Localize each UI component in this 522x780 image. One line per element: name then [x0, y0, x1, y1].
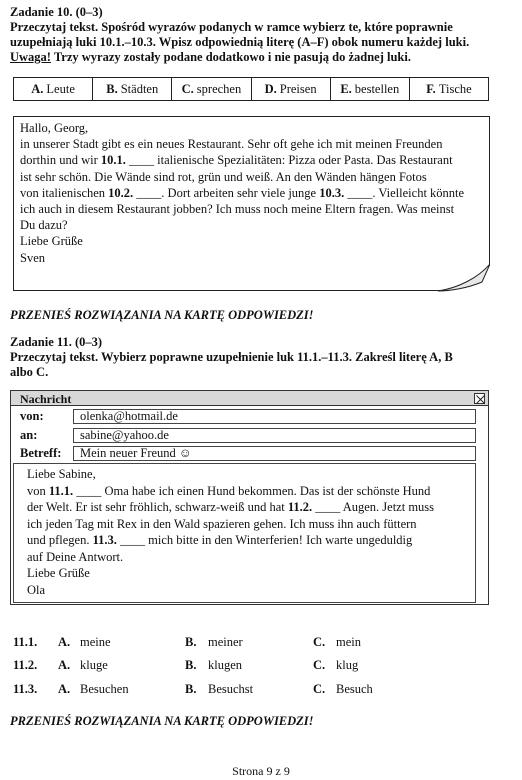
word-option-d: D. Preisen — [252, 78, 331, 100]
message-text — [27, 466, 470, 598]
gap-11-3: 11.3. — [92, 533, 117, 547]
to-field: sabine@yahoo.de — [73, 428, 476, 443]
gap-10-1: 10.1. — [100, 153, 126, 168]
option-b-letter[interactable]: B. — [185, 682, 197, 696]
word-option-a: A. Leute — [14, 78, 93, 100]
option-a-text: meine — [80, 635, 111, 649]
word-box — [13, 77, 489, 101]
gap-10-3: 10.3. — [319, 185, 345, 200]
option-b-text: Besuchst — [208, 682, 254, 696]
message-line: auf Deine Antwort. — [27, 549, 124, 564]
option-c-letter[interactable]: C. — [313, 635, 326, 649]
option-c-text: mein — [336, 635, 361, 649]
word-option-c: C. sprechen — [172, 78, 251, 100]
option-c-text: Besuch — [336, 682, 373, 696]
letter-line: in unserer Stadt gibt es ein neues Restaurant. Sehr oft gehe ich mit meinen Freunden — [20, 137, 443, 152]
subject-field: Mein neuer Freund ☺ — [73, 446, 476, 461]
warning-label: Uwaga! — [10, 50, 51, 64]
message-line: und pflegen. 11.3. ____ mich bitte in den Winterferien! Ich warte ungeduldig — [27, 533, 413, 547]
word-option-f: F. Tische — [426, 81, 472, 96]
option-c-letter[interactable]: C. — [313, 682, 326, 696]
option-c-text: klug — [336, 658, 359, 672]
letter-signature: Sven — [20, 250, 45, 265]
from-field: olenka@hotmail.de — [73, 409, 476, 424]
task11-transfer-note: PRZENIEŚ ROZWIĄZANIA NA KARTĘ ODPOWIEDZI! — [10, 714, 314, 728]
close-icon — [474, 393, 485, 404]
option-a-text: Besuchen — [80, 682, 129, 696]
message-closing: Liebe Grüße — [27, 566, 90, 580]
option-c-letter[interactable]: C. — [313, 658, 326, 672]
letter-line: Du dazu? — [20, 218, 68, 233]
task11-title: Zadanie 11. (0–3) — [10, 335, 103, 349]
gap-11-2: 11.2. — [287, 500, 313, 514]
option-a-letter[interactable]: A. — [58, 682, 71, 696]
option-b-text: meiner — [208, 635, 243, 649]
task11-instruction-line1: Przeczytaj tekst. Wybierz poprawne uzupełnienie luk 11.1.–11.3. Zakreśl literę A, B — [10, 350, 453, 364]
subject-label: Betreff: — [20, 446, 62, 460]
letter-greeting: Hallo, Georg, — [20, 121, 89, 135]
option-b-text: klugen — [208, 658, 243, 672]
task10-warning — [10, 50, 490, 65]
option-b-letter[interactable]: B. — [185, 658, 197, 672]
word-option-b: B. Städten — [93, 78, 172, 100]
message-line: von 11.1. ____ Oma habe ich einen Hund bekommen. Das ist der schönste Hund — [27, 483, 431, 498]
word-option-e: E. bestellen — [331, 78, 410, 100]
message-window-title: Nachricht — [20, 392, 72, 406]
gap-10-2: 10.2. — [108, 185, 134, 200]
gap-11-1: 11.1. — [48, 483, 74, 498]
from-label: von: — [20, 409, 44, 423]
to-label: an: — [20, 428, 38, 442]
message-line: der Welt. Er ist sehr fröhlich, schwarz-weiß und hat 11.2. ____ Augen. Jetzt muss — [27, 500, 435, 514]
task10-title: Zadanie 10. (0–3) — [10, 5, 103, 19]
task10-transfer-note: PRZENIEŚ ROZWIĄZANIA NA KARTĘ ODPOWIEDZI! — [10, 308, 314, 322]
letter-line: von italienischen 10.2. ____. Dort arbeiten sehr viele junge 10.3. ____. Vielleicht könnte — [20, 185, 465, 200]
option-a-letter[interactable]: A. — [58, 635, 71, 649]
option-b-letter[interactable]: B. — [185, 635, 197, 649]
message-greeting: Liebe Sabine, — [27, 467, 96, 481]
letter-line: ist sehr schön. Die Wände sind rot, grün und weiß. An den Wänden hängen Fotos — [20, 169, 427, 184]
task10-instruction-line1: Przeczytaj tekst. Spośród wyrazów podanych w ramce wybierz te, które poprawnie — [10, 20, 453, 34]
warning-text: Trzy wyrazy zostały podane dodatkowo i nie pasują do żadnej luki. — [50, 50, 411, 64]
message-titlebar — [11, 391, 488, 406]
letter-closing: Liebe Grüße — [20, 234, 83, 249]
message-signature: Ola — [27, 582, 46, 597]
letter-text — [20, 120, 482, 266]
option-a-text: kluge — [80, 658, 108, 672]
letter-line: dorthin und wir 10.1. ____ italienische Spezialitäten: Pizza oder Pasta. Das Restaurant — [20, 153, 453, 168]
task11-instruction-line2: albo C. — [10, 365, 49, 379]
task10-instruction-line2: uzupełniają luki 10.1.–10.3. Wpisz odpowiednią literę (A–F) obok numeru każdej luki. — [10, 35, 470, 49]
message-line: ich jeden Tag mit Rex in den Wald spazieren gehen. Ich muss ihn auch füttern — [27, 516, 417, 531]
page-curl-icon — [438, 264, 490, 292]
option-a-letter[interactable]: A. — [58, 658, 71, 672]
page-number: Strona 9 z 9 — [232, 764, 290, 778]
letter-line: ich auch in diesem Restaurant jobben? Ich muss noch meine Eltern fragen. Was meinst — [20, 202, 455, 217]
